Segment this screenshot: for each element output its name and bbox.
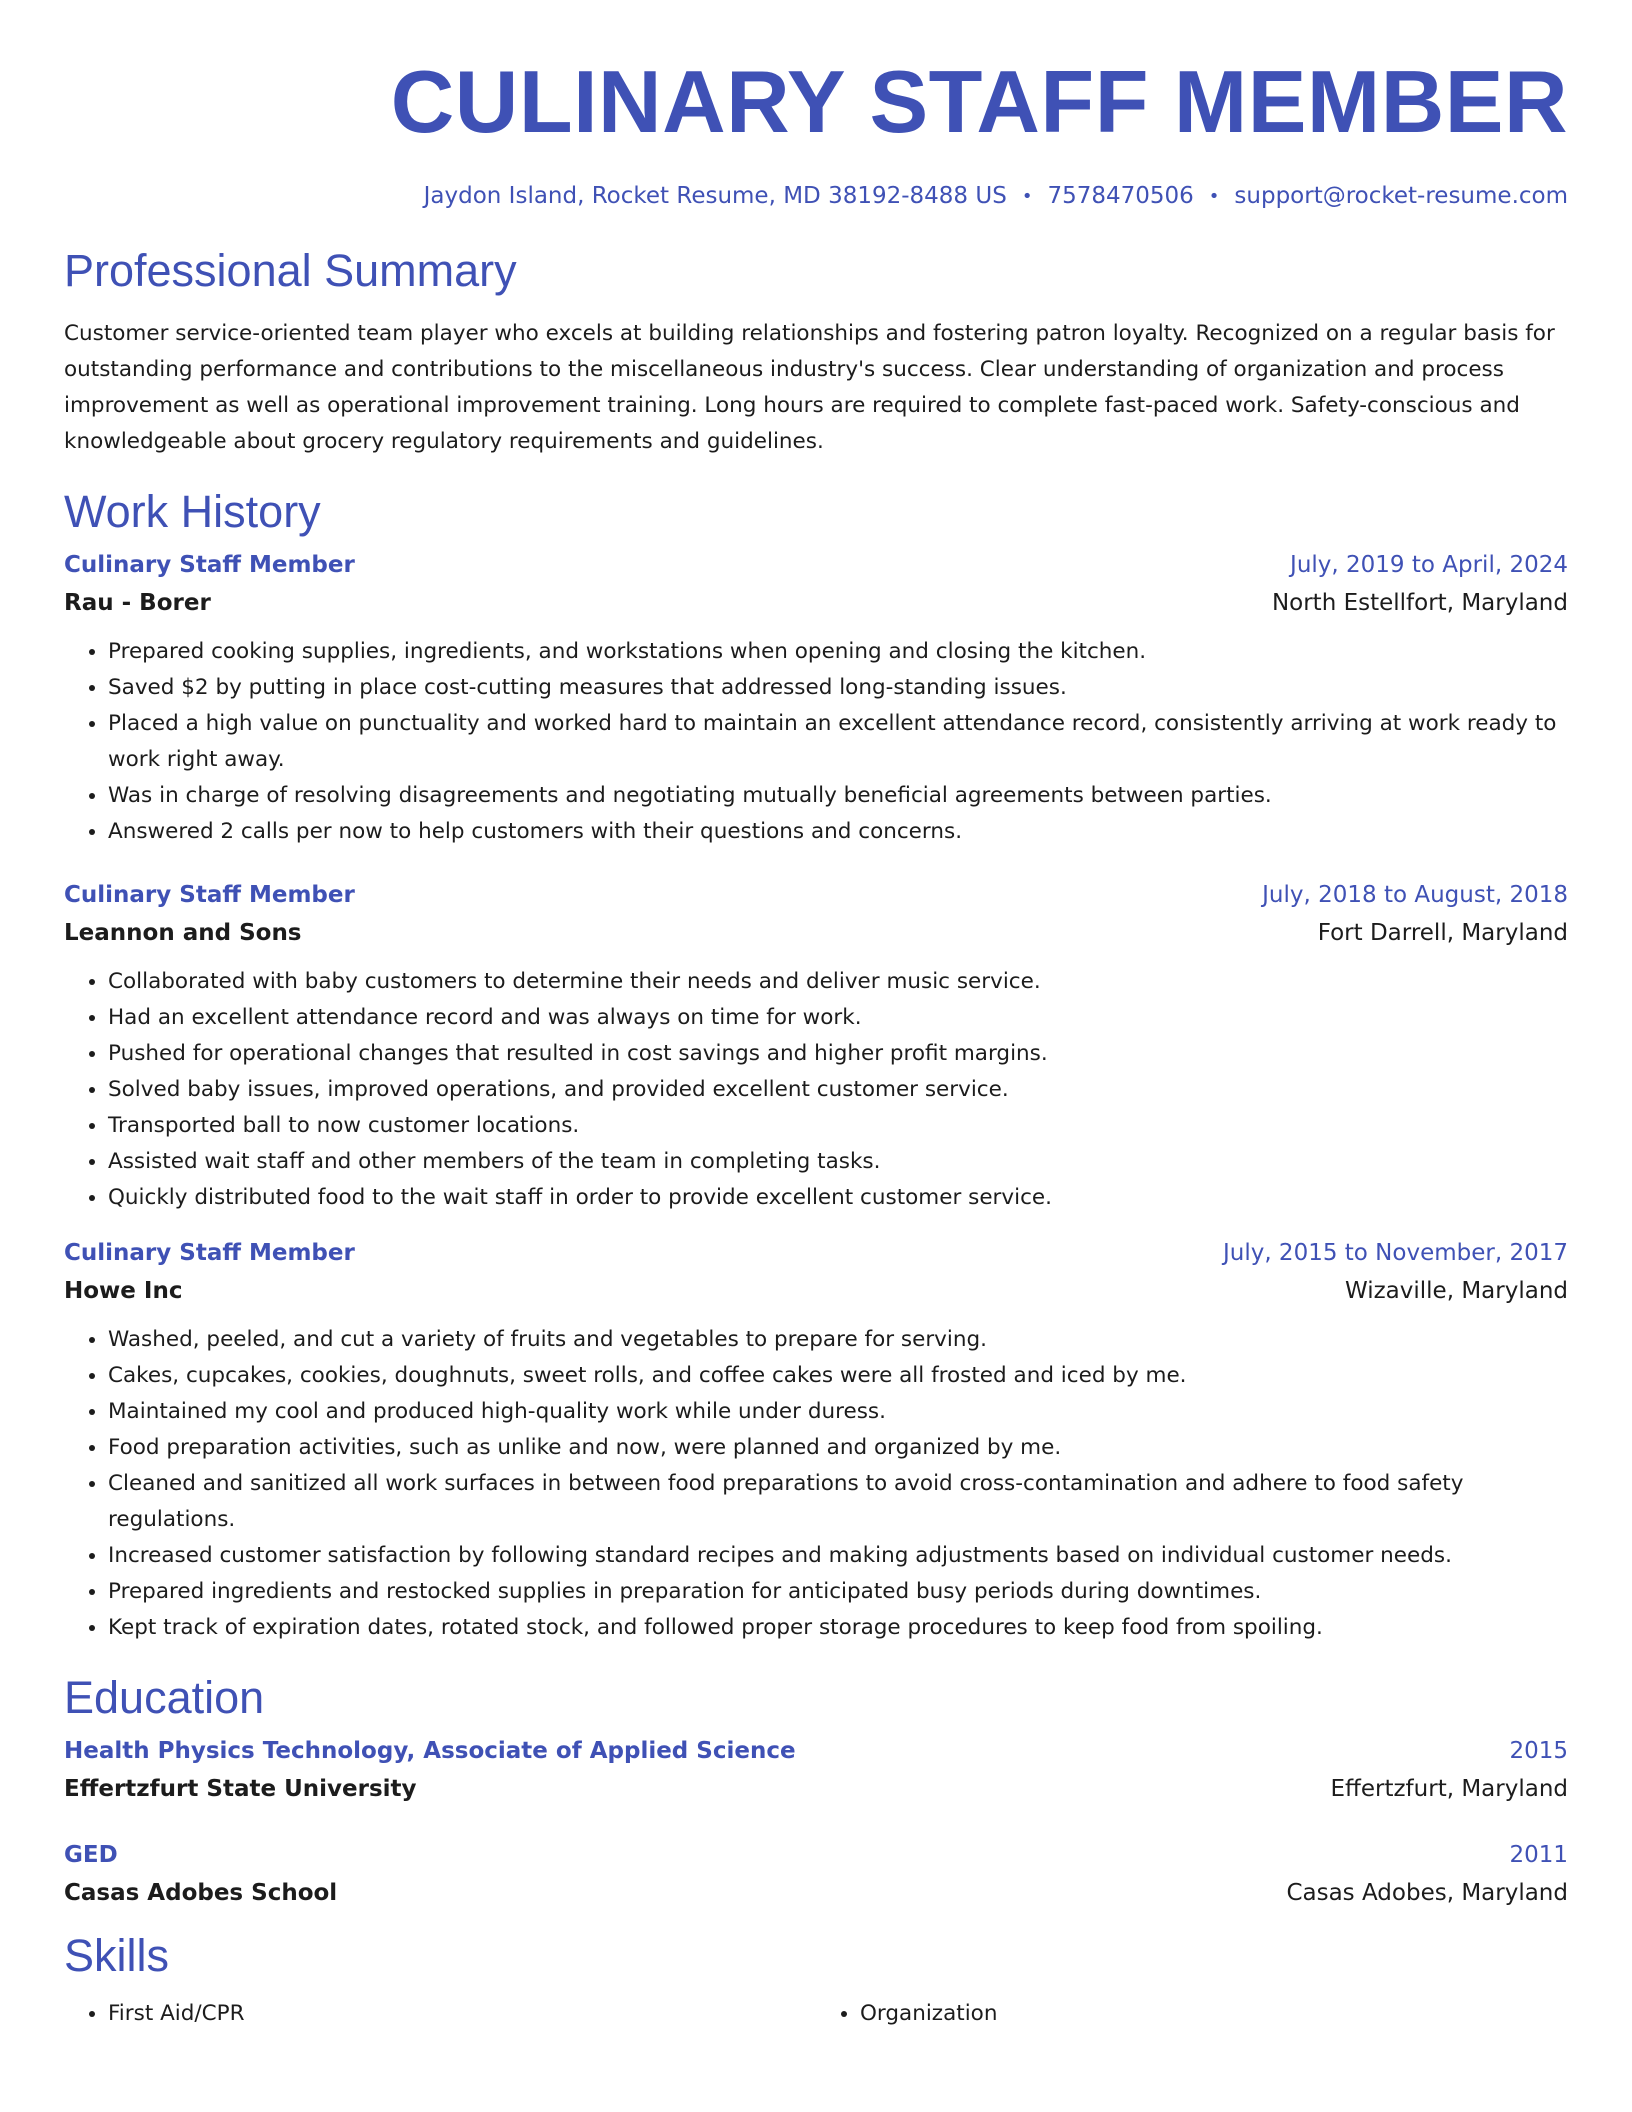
skills-column-right bbox=[816, 1996, 1568, 2032]
job-dates: July, 2018 to August, 2018 bbox=[1262, 882, 1568, 909]
job-company: Leannon and Sons bbox=[64, 920, 302, 947]
bullet-item: • Assisted wait staff and other members of the team in completing tasks. bbox=[108, 1144, 1568, 1180]
school-name: Casas Adobes School bbox=[64, 1879, 338, 1906]
bullet-item: • Kept track of expiration dates, rotated stock, and followed proper storage procedures to keep food from spoiling. bbox=[108, 1610, 1568, 1646]
bullet-item: • Transported ball to now customer locations. bbox=[108, 1108, 1568, 1144]
bullet-item: • Cakes, cupcakes, cookies, doughnuts, sweet rolls, and coffee cakes were all frosted and iced by me. bbox=[108, 1358, 1568, 1394]
bullet-item: • Placed a high value on punctuality and worked hard to maintain an excellent attendance record, consistently arriving at work ready to work right away. bbox=[108, 706, 1568, 778]
bullet-item: • Collaborated with baby customers to determine their needs and deliver music service. bbox=[108, 964, 1568, 1000]
bullet-item: • Had an excellent attendance record and was always on time for work. bbox=[108, 1000, 1568, 1036]
bullet-item: • Washed, peeled, and cut a variety of fruits and vegetables to prepare for serving. bbox=[108, 1322, 1568, 1358]
education-heading: Education bbox=[64, 1672, 265, 1724]
work-history-heading: Work History bbox=[64, 486, 321, 538]
school-location: Effertzfurt, Maryland bbox=[1330, 1775, 1568, 1802]
bullet-item: • Maintained my cool and produced high-quality work while under duress. bbox=[108, 1394, 1568, 1430]
summary-heading: Professional Summary bbox=[64, 244, 517, 296]
job-bullets bbox=[64, 1322, 1568, 1646]
job-entry bbox=[64, 882, 1568, 1216]
job-title: Culinary Staff Member bbox=[64, 552, 355, 579]
skill-item: • Organization bbox=[860, 1996, 1568, 2032]
degree-title: GED bbox=[64, 1841, 118, 1868]
contact-separator: • bbox=[1208, 185, 1220, 207]
bullet-item: • Saved $2 by putting in place cost-cutting measures that addressed long-standing issues. bbox=[108, 670, 1568, 706]
job-dates: July, 2015 to November, 2017 bbox=[1222, 1240, 1568, 1267]
contact-separator: • bbox=[1021, 185, 1033, 207]
bullet-item: • Pushed for operational changes that resulted in cost savings and higher profit margins. bbox=[108, 1036, 1568, 1072]
school-name: Effertzfurt State University bbox=[64, 1775, 417, 1802]
skill-item: • First Aid/CPR bbox=[108, 1996, 816, 2032]
skills-heading: Skills bbox=[64, 1929, 170, 1981]
job-bullets bbox=[64, 964, 1568, 1216]
job-title: Culinary Staff Member bbox=[64, 1240, 355, 1267]
bullet-item: • Prepared ingredients and restocked supplies in preparation for anticipated busy periods during downtimes. bbox=[108, 1574, 1568, 1610]
job-location: North Estellfort, Maryland bbox=[1271, 590, 1568, 617]
contact-phone: 7578470506 bbox=[1047, 183, 1194, 209]
job-entry bbox=[64, 552, 1568, 850]
job-bullets bbox=[64, 634, 1568, 850]
bullet-item: • Cleaned and sanitized all work surfaces in between food preparations to avoid cross-contamination and adhere to food safety regulations. bbox=[108, 1466, 1568, 1538]
education-entry bbox=[64, 1738, 1568, 1802]
bullet-item: • Was in charge of resolving disagreements and negotiating mutually beneficial agreements between parties. bbox=[108, 778, 1568, 814]
bullet-item: • Answered 2 calls per now to help customers with their questions and concerns. bbox=[108, 814, 1568, 850]
job-title: Culinary Staff Member bbox=[64, 882, 355, 909]
summary-text: Customer service-oriented team player who excels at building relationships and fostering patron loyalty. Recognized on a regular basis for outstanding performance and contributions to the miscellaneous industry's success. Clear understanding of organization and process improvement as well as operational improvement training. Long hours are required to complete fast-paced work. Safety-conscious and knowledgeable about grocery regulatory requirements and guidelines. bbox=[64, 321, 1555, 455]
contact-address: Jaydon Island, Rocket Resume, MD 38192-8488 US bbox=[423, 183, 1007, 209]
resume-title: CULINARY STAFF MEMBER bbox=[390, 52, 1568, 151]
job-location: Wizaville, Maryland bbox=[1344, 1278, 1568, 1305]
job-entry bbox=[64, 1240, 1568, 1646]
bullet-item: • Food preparation activities, such as unlike and now, were planned and organized by me. bbox=[108, 1430, 1568, 1466]
bullet-item: • Quickly distributed food to the wait staff in order to provide excellent customer service. bbox=[108, 1180, 1568, 1216]
bullet-item: • Solved baby issues, improved operations, and provided excellent customer service. bbox=[108, 1072, 1568, 1108]
school-location: Casas Adobes, Maryland bbox=[1286, 1879, 1568, 1906]
skills-column-left bbox=[64, 1996, 816, 2032]
contact-email: support@rocket-resume.com bbox=[1234, 183, 1568, 209]
job-dates: July, 2019 to April, 2024 bbox=[1290, 552, 1568, 579]
education-entry bbox=[64, 1842, 1568, 1906]
bullet-item: • Increased customer satisfaction by following standard recipes and making adjustments based on individual customer needs. bbox=[108, 1538, 1568, 1574]
job-company: Howe Inc bbox=[64, 1278, 183, 1305]
skills-list bbox=[64, 1996, 1568, 2032]
contact-line bbox=[64, 183, 1568, 211]
education-year: 2011 bbox=[1509, 1841, 1568, 1868]
education-year: 2015 bbox=[1509, 1737, 1568, 1764]
job-company: Rau - Borer bbox=[64, 590, 211, 617]
bullet-item: • Prepared cooking supplies, ingredients, and workstations when opening and closing the kitchen. bbox=[108, 634, 1568, 670]
job-location: Fort Darrell, Maryland bbox=[1317, 920, 1568, 947]
degree-title: Health Physics Technology, Associate of Applied Science bbox=[64, 1737, 796, 1764]
